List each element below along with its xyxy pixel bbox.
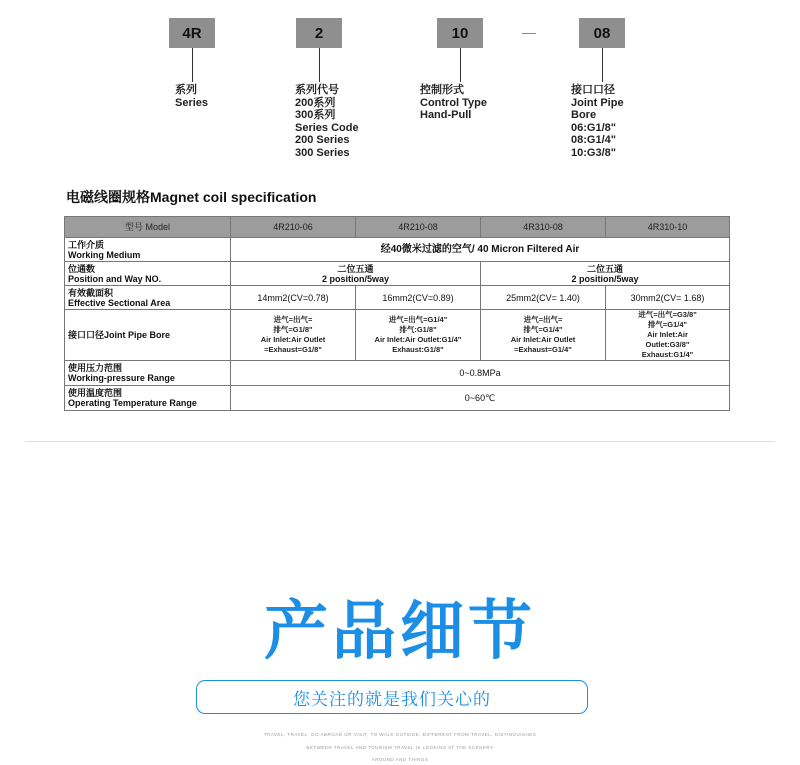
area-value: 16mm2(CV=0.89) xyxy=(356,286,481,310)
connector-line xyxy=(602,48,603,82)
pipe-bore-label: 接口口径 Joint Pipe Bore 06:G1/8" 08:G1/4" 10:G3/8" xyxy=(571,84,624,159)
product-details-title: 产品细节 xyxy=(264,595,536,669)
position-value: 二位五通 2 position/5way xyxy=(481,262,730,286)
row-label: 接口口径Joint Pipe Bore xyxy=(65,310,231,361)
header-4r210-06: 4R210-06 xyxy=(231,217,356,238)
connector-line xyxy=(192,48,193,82)
table-row xyxy=(65,262,730,286)
row-label: 使用压力范围 Working-pressure Range xyxy=(65,361,231,386)
medium-value: 经40微米过滤的空气/ 40 Micron Filtered Air xyxy=(231,238,730,262)
fine-print-line: AROUND AND THINGS xyxy=(371,757,429,762)
header-4r310-08: 4R310-08 xyxy=(481,217,606,238)
table-row xyxy=(65,361,730,386)
position-value: 二位五通 2 position/5way xyxy=(231,262,481,286)
series-label: 系列 Series xyxy=(175,84,209,109)
spec-table xyxy=(64,216,730,411)
area-value: 25mm2(CV= 1.40) xyxy=(481,286,606,310)
header-4r310-10: 4R310-10 xyxy=(606,217,730,238)
table-row xyxy=(65,238,730,262)
row-label: 工作介质 Working Medium xyxy=(65,238,231,262)
row-label: 使用温度范围 Operating Temperature Range xyxy=(65,386,231,411)
area-value: 14mm2(CV=0.78) xyxy=(231,286,356,310)
table-row xyxy=(65,286,730,310)
pipe-value: 进气=出气= 排气=G1/8" Air Inlet:Air Outlet =Exhaust=G1/8" xyxy=(231,310,356,361)
slogan-banner xyxy=(196,680,588,714)
header-4r210-08: 4R210-08 xyxy=(356,217,481,238)
row-label: 位通数 Position and Way NO. xyxy=(65,262,231,286)
temperature-value: 0~60℃ xyxy=(231,386,730,411)
pipe-value: 进气=出气= 排气=G1/4" Air Inlet:Air Outlet =Exhaust=G1/4" xyxy=(481,310,606,361)
slogan-text: 您关注的就是我们关心的 xyxy=(293,689,491,710)
area-value: 30mm2(CV= 1.68) xyxy=(606,286,730,310)
pipe-value: 进气=出气=G3/8" 排气=G1/4" Air Inlet:Air Outlet:G3/8" Exhaust:G1/4" xyxy=(606,310,730,361)
spec-title: 电磁线圈规格Magnet coil specification xyxy=(66,189,317,205)
fine-print-line: TRAVEL, TRAVEL, GO ABROAD OR VISIT, TO WALK OUTSIDE, DIFFERENT FROM TRAVEL, DISTINGUISHES xyxy=(263,732,537,737)
series-code-box: 4R xyxy=(169,18,215,48)
header-model: 型号 Model xyxy=(65,217,231,238)
pipe-bore-box: 08 xyxy=(579,18,625,48)
series-code-label: 系列代号 200系列 300系列 Series Code 200 Series 300 Series xyxy=(295,84,359,159)
control-type-label: 控制形式 Control Type Hand-Pull xyxy=(420,84,488,121)
fine-print-line: BETWEEN TRAVEL AND TOURISM TRAVEL IS LOOKING AT THE SCENERY xyxy=(306,745,494,750)
series-number-box: 2 xyxy=(296,18,342,48)
section-divider xyxy=(25,441,775,442)
pipe-value: 进气=出气=G1/4" 排气:G1/8" Air Inlet:Air Outlet:G1/4" Exhaust:G1/8" xyxy=(356,310,481,361)
row-label: 有效截面积 Effective Sectional Area xyxy=(65,286,231,310)
control-type-box: 10 xyxy=(437,18,483,48)
table-header-row xyxy=(65,217,730,238)
pressure-value: 0~0.8MPa xyxy=(231,361,730,386)
table-row xyxy=(65,310,730,361)
connector-line xyxy=(319,48,320,82)
connector-line xyxy=(460,48,461,82)
table-row xyxy=(65,386,730,411)
separator-dash xyxy=(522,33,536,34)
